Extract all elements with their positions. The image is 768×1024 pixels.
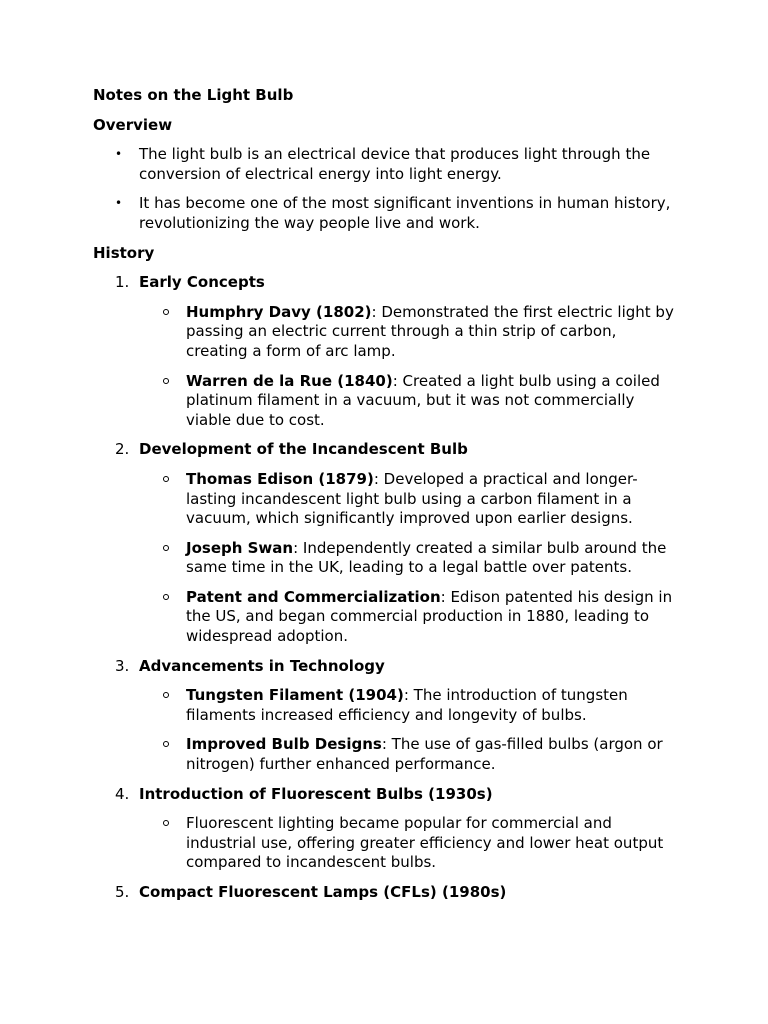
item-label: Patent and Commercialization <box>186 587 441 606</box>
item-label: Improved Bulb Designs <box>186 735 382 754</box>
item-text: : The use of gas-filled bulbs (argon or nitrogen) further enhanced performance. <box>186 735 663 774</box>
history-heading: History <box>93 243 155 262</box>
history-section <box>93 785 678 873</box>
section-title: Development of the Incandescent Bulb <box>139 440 468 459</box>
overview-item <box>93 194 678 233</box>
circle-bullet-icon <box>163 378 169 384</box>
history-item <box>139 686 678 725</box>
item-text: : Edison patented his design in the US, and began commercial production in 1880, leading to widespread adoption. <box>186 587 673 646</box>
section-number: 3. <box>115 656 130 675</box>
item-text: : The introduction of tungsten filaments increased efficiency and longevity of bulbs. <box>186 686 628 724</box>
history-item <box>139 588 678 647</box>
history-item <box>139 539 678 578</box>
history-section <box>93 440 678 646</box>
section-items <box>139 470 678 647</box>
history-section <box>93 883 678 903</box>
overview-item-text: The light bulb is an electrical device that produces light through the conversion of electrical energy into light energy. <box>139 145 651 183</box>
item-label: Joseph Swan <box>186 538 294 557</box>
overview-item-text: It has become one of the most significant inventions in human history, revolutionizing the way people live and work. <box>139 194 671 232</box>
item-text: Fluorescent lighting became popular for commercial and industrial use, offering greater efficiency and lower heat output compared to incandescent bulbs. <box>186 814 664 872</box>
section-items <box>139 814 678 873</box>
item-text: : Demonstrated the first electric light by passing an electric current through a thin strip of carbon, creating a form of arc lamp. <box>186 302 674 360</box>
item-label: Humphry Davy (1802) <box>186 302 372 321</box>
circle-bullet-icon <box>163 594 169 600</box>
section-number: 1. <box>115 273 130 292</box>
circle-bullet-icon <box>163 309 169 315</box>
item-text: : Independently created a similar bulb around the same time in the UK, leading to a legal battle over patents. <box>186 538 667 577</box>
section-number: 2. <box>115 440 130 459</box>
item-label: Warren de la Rue (1840) <box>186 371 393 390</box>
circle-bullet-icon <box>163 476 169 482</box>
item-text: : Developed a practical and longer-lasting incandescent light bulb using a carbon filament in a vacuum, which significantly improved upon earlier designs. <box>186 469 638 528</box>
section-items <box>139 303 678 431</box>
history-section <box>93 657 678 775</box>
section-title: Early Concepts <box>139 273 265 292</box>
section-items <box>139 686 678 774</box>
history-item <box>139 735 678 774</box>
circle-bullet-icon <box>163 741 169 747</box>
document-body <box>93 86 678 913</box>
history-list <box>93 273 678 902</box>
bullet-icon: • <box>115 147 123 162</box>
document-title: Notes on the Light Bulb <box>93 86 294 104</box>
section-title: Introduction of Fluorescent Bulbs (1930s) <box>139 784 493 803</box>
history-item <box>139 372 678 431</box>
history-item <box>139 814 678 873</box>
overview-heading: Overview <box>93 115 173 134</box>
section-number: 5. <box>115 883 130 901</box>
history-item <box>139 303 678 362</box>
section-number: 4. <box>115 784 130 803</box>
overview-list <box>93 145 678 233</box>
section-title: Compact Fluorescent Lamps (CFLs) (1980s) <box>139 883 507 901</box>
history-section <box>93 273 678 430</box>
circle-bullet-icon <box>163 820 169 826</box>
circle-bullet-icon <box>163 692 169 698</box>
history-item <box>139 470 678 529</box>
circle-bullet-icon <box>163 545 169 551</box>
section-title: Advancements in Technology <box>139 656 385 675</box>
overview-item <box>93 145 678 184</box>
bullet-icon: • <box>115 196 123 211</box>
item-label: Tungsten Filament (1904) <box>186 686 404 705</box>
item-label: Thomas Edison (1879) <box>186 469 374 488</box>
item-text: : Created a light bulb using a coiled platinum filament in a vacuum, but it was not commercially viable due to cost. <box>186 371 660 429</box>
